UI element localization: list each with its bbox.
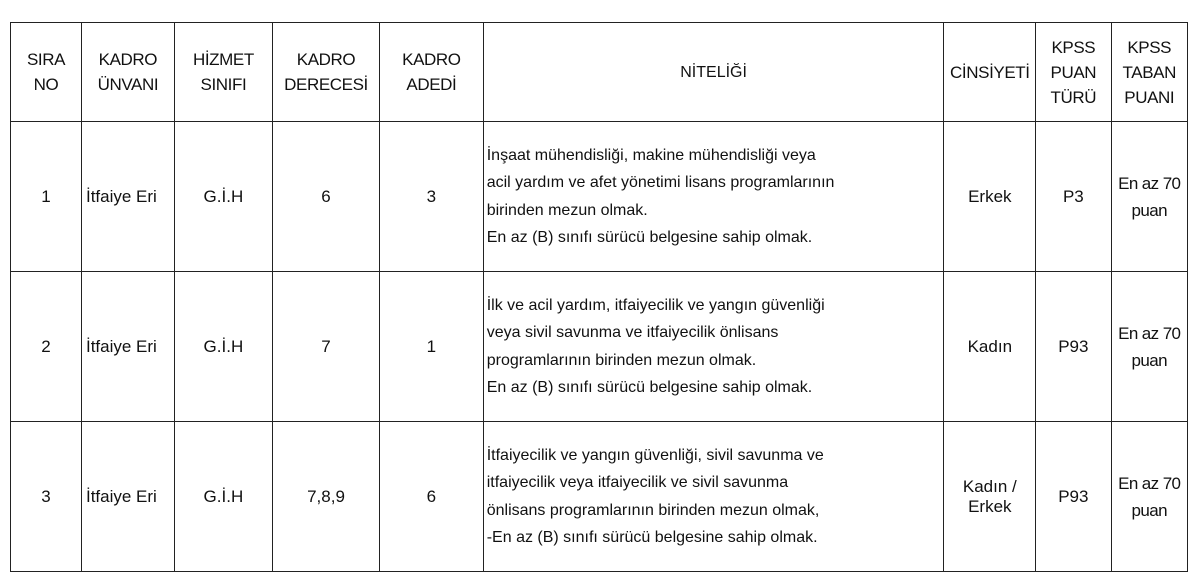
cell-hizmet-sinifi: G.İ.H: [174, 422, 272, 572]
nitelik-line: En az (B) sınıfı sürücü belgesine sahip olmak.: [486, 379, 813, 396]
cell-kpss-puan-turu: P93: [1036, 422, 1111, 572]
cell-kadro-unvani: İtfaiye Eri: [81, 422, 174, 572]
cell-kadro-derecesi: 6: [273, 122, 380, 272]
header-kadro-unvani: KADRO ÜNVANI: [81, 23, 174, 122]
cell-kpss-taban-puani: En az 70 puan: [1111, 422, 1188, 572]
header-kadro-derecesi: KADRO DERECESİ: [273, 23, 380, 122]
nitelik-line: önlisans programlarının birinden mezun olmak,: [486, 501, 820, 519]
cell-cinsiyeti: Kadın / Erkek: [944, 422, 1036, 572]
table-row: [11, 272, 1188, 422]
nitelik-line: İnşaat mühendisliği, makine mühendisliği veya: [486, 146, 816, 164]
header-row: [11, 23, 1188, 122]
cell-hizmet-sinifi: G.İ.H: [174, 122, 272, 272]
header-niteligi: NİTELİĞİ: [483, 23, 944, 122]
nitelik-line: En az (B) sınıfı sürücü belgesine sahip olmak.: [486, 229, 813, 246]
cell-kadro-unvani: İtfaiye Eri: [81, 272, 174, 422]
cell-sira-no: 3: [11, 422, 82, 572]
cell-kpss-puan-turu: P3: [1036, 122, 1111, 272]
cell-kpss-taban-puani: En az 70 puan: [1111, 122, 1188, 272]
cell-kadro-derecesi: 7,8,9: [273, 422, 380, 572]
cell-kpss-puan-turu: P93: [1036, 272, 1111, 422]
nitelik-line: İlk ve acil yardım, itfaiyecilik ve yangın güvenliği: [486, 296, 825, 314]
header-hizmet-sinifi: HİZMET SINIFI: [174, 23, 272, 122]
header-cinsiyeti: CİNSİYETİ: [944, 23, 1036, 122]
cell-kadro-unvani: İtfaiye Eri: [81, 122, 174, 272]
cell-hizmet-sinifi: G.İ.H: [174, 272, 272, 422]
nitelik-line: acil yardım ve afet yönetimi lisans programlarının: [486, 174, 835, 191]
nitelik-line: itfaiyecilik veya itfaiyecilik ve sivil savunma: [486, 474, 789, 491]
cell-niteligi: [483, 272, 944, 422]
table-row: [11, 422, 1188, 572]
cell-niteligi: [483, 422, 944, 572]
header-sira-no: SIRA NO: [11, 23, 82, 122]
kadro-table: [10, 22, 1188, 572]
cell-kadro-adedi: 6: [380, 422, 484, 572]
nitelik-line: programlarının birinden mezun olmak.: [486, 351, 757, 369]
cell-cinsiyeti: Kadın: [944, 272, 1036, 422]
nitelik-line: birinden mezun olmak.: [486, 201, 648, 219]
cell-sira-no: 2: [11, 272, 82, 422]
table-row: [11, 122, 1188, 272]
header-kpss-puan-turu: KPSS PUAN TÜRÜ: [1036, 23, 1111, 122]
cell-niteligi: [483, 122, 944, 272]
cell-kadro-adedi: 1: [380, 272, 484, 422]
nitelik-line: -En az (B) sınıfı sürücü belgesine sahip olmak.: [486, 529, 818, 546]
nitelik-line: İtfaiyecilik ve yangın güvenliği, sivil savunma ve: [486, 446, 824, 464]
cell-kadro-adedi: 3: [380, 122, 484, 272]
nitelik-line: veya sivil savunma ve itfaiyecilik önlisans: [486, 324, 779, 341]
header-kadro-adedi: KADRO ADEDİ: [380, 23, 484, 122]
cell-sira-no: 1: [11, 122, 82, 272]
cell-cinsiyeti: Erkek: [944, 122, 1036, 272]
cell-kpss-taban-puani: En az 70 puan: [1111, 272, 1188, 422]
header-kpss-taban-puani: KPSS TABAN PUANI: [1111, 23, 1188, 122]
cell-kadro-derecesi: 7: [273, 272, 380, 422]
